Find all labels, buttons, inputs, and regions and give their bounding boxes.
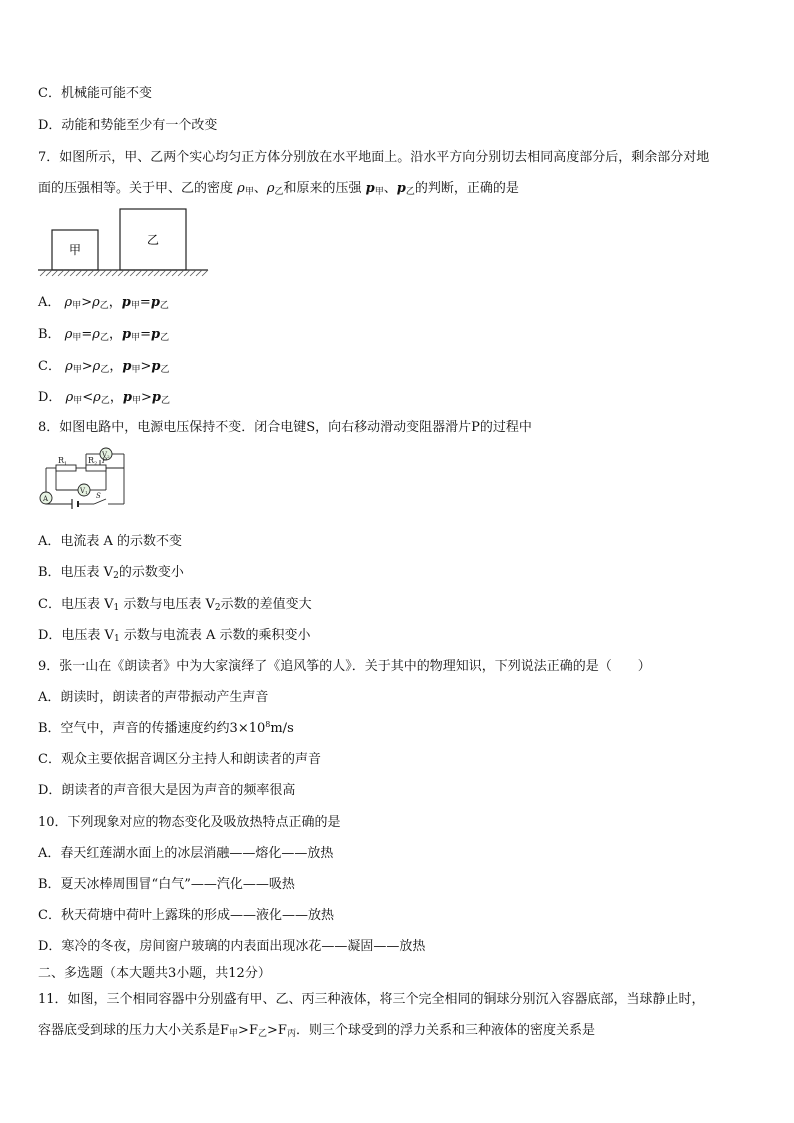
q9-option-c: C．观众主要依据音调区分主持人和朗读者的声音 xyxy=(38,752,321,767)
q7-text-a: 面的压强相等。关于甲、乙的密度 xyxy=(38,181,234,196)
sep: 、 xyxy=(383,181,397,196)
q9-option-d: D．朗读者的声音很大是因为声音的频率很高 xyxy=(38,783,296,798)
q10-stem: 10．下列现象对应的物态变化及吸放热特点正确的是 xyxy=(38,815,341,830)
ground-hatch xyxy=(40,270,208,276)
q7-text-c: 的判断，正确的是 xyxy=(414,181,519,196)
q7-stem-line1: 7．如图所示，甲、乙两个实心均匀正方体分别放在水平地面上。沿水平方向分别切去相同高度部分后，剩余部分对地 xyxy=(38,150,710,165)
sub-yi: 乙 xyxy=(405,187,415,197)
sub-jia: 甲 xyxy=(374,187,384,197)
q10-option-c: C．秋天荷塘中荷叶上露珠的形成——液化——放热 xyxy=(38,908,334,923)
q7-option: C． $\rho_甲>\rho_乙$，$p_甲>p_乙$ xyxy=(38,359,170,375)
label-v2: V2 xyxy=(102,451,110,459)
label-r2: $R_2$ xyxy=(88,456,98,467)
label-a: A xyxy=(43,495,49,503)
q10-option-d: D．寒冷的冬夜，房间窗户玻璃的内表面出现冰花——凝固——放热 xyxy=(38,939,426,954)
q6-option-c: C．机械能可能不变 xyxy=(38,86,152,101)
q9-option-a: A．朗读时，朗读者的声带振动产生声音 xyxy=(38,690,269,705)
q11-stem-line1: 11．如图，三个相同容器中分别盛有甲、乙、丙三种液体，将三个完全相同的铜球分别沉入容器底部，当球静止时， xyxy=(38,992,705,1007)
q11-stem-line2: 容器底受到球的压力大小关系是$F_甲>F_乙>F_丙$．则三个球受到的浮力关系和三种液体的密度关系是 xyxy=(38,1023,595,1039)
label-s: S xyxy=(96,492,101,500)
circuit-figure xyxy=(38,442,130,514)
cube-jia-label: 甲 xyxy=(68,243,82,257)
label-v1: V1 xyxy=(80,487,88,495)
q7-option: D． $\rho_甲<\rho_乙$，$p_甲>p_乙$ xyxy=(38,390,170,406)
sep: 、 xyxy=(253,181,267,196)
q7-stem-line2 xyxy=(38,177,519,197)
q9-stem: 9．张一山在《朗读者》中为大家演绎了《追风筝的人》．关于其中的物理知识，下列说法正确的是（ ） xyxy=(38,659,651,674)
section-multi-choice-title: 二、多选题（本大题共3小题，共12分） xyxy=(38,966,271,981)
label-p: P xyxy=(102,457,107,465)
rho-symbol: ρ xyxy=(266,181,275,196)
p-symbol: p xyxy=(396,181,406,196)
label-r1: $R_1$ xyxy=(58,456,68,467)
q7-option: B． $\rho_甲=\rho_乙$，$p_甲=p_乙$ xyxy=(38,327,170,343)
q8-option-c: C．电压表 $V_1$ 示数与电压表 $V_2$示数的差值变大 xyxy=(38,597,312,613)
q8-option-d: D．电压表 $V_1$ 示数与电流表 A 示数的乘积变小 xyxy=(38,628,311,644)
rho-symbol: ρ xyxy=(237,181,245,196)
cubes-figure xyxy=(38,206,210,278)
q7-text-b: 和原来的压强 xyxy=(283,181,362,196)
q7-option: A． $\rho_甲>\rho_乙$，$p_甲=p_乙$ xyxy=(38,295,169,311)
p-symbol: p xyxy=(365,181,375,196)
q10-option-b: B．夏天冰棒周围冒“白气”——汽化——吸热 xyxy=(38,877,295,892)
q8-option-b: B．电压表 $V_2$的示数变小 xyxy=(38,565,184,581)
q8-option-a: A．电流表 A 的示数不变 xyxy=(38,534,183,549)
sub-yi: 乙 xyxy=(274,187,284,197)
q9-option-b: B．空气中，声音的传播速度约约$3\times 10^8m/s$ xyxy=(38,720,294,736)
q8-stem: 8．如图电路中，电源电压保持不变．闭合电键S，向右移动滑动变阻器滑片P的过程中 xyxy=(38,420,532,435)
cube-yi-label: 乙 xyxy=(146,233,160,247)
q10-option-a: A．春天红莲湖水面上的冰层消融——熔化——放热 xyxy=(38,846,334,861)
q6-option-d: D．动能和势能至少有一个改变 xyxy=(38,118,218,133)
sub-jia: 甲 xyxy=(244,187,254,197)
